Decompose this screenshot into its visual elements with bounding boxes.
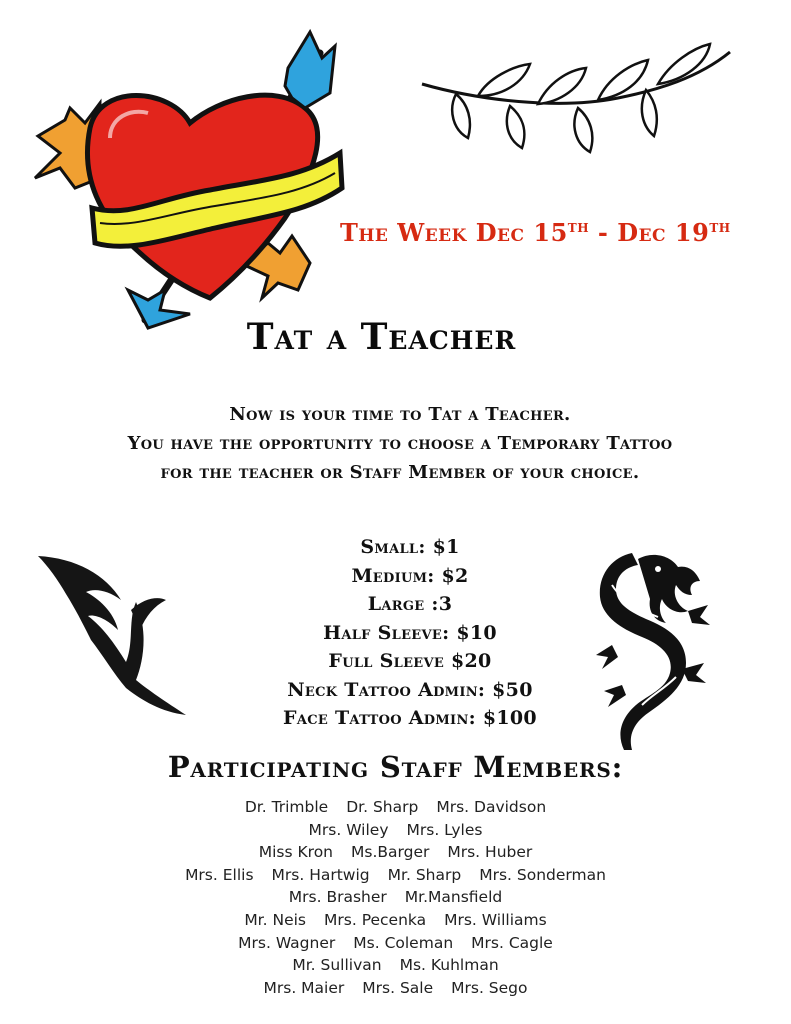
intro-line: Now is your time to Tat a Teacher. (229, 404, 571, 425)
staff-row (60, 819, 731, 842)
staff-heading: Participating Staff Members: (167, 750, 624, 784)
olive-branch-icon (418, 38, 736, 160)
staff-name: Mrs. Sonderman (479, 865, 606, 884)
date-end: - Dec 19 (589, 218, 710, 247)
price-item: Neck Tattoo Admin: $50 (287, 678, 533, 701)
staff-name: Mrs. Wagner (238, 933, 336, 952)
staff-name: Mrs. Pecenka (324, 910, 427, 929)
staff-list (60, 796, 731, 999)
staff-name: Mrs. Sego (451, 978, 528, 997)
price-list (200, 533, 620, 733)
staff-name: Mrs. Huber (447, 843, 533, 862)
staff-row (60, 909, 731, 932)
staff-name: Mrs. Cagle (471, 933, 553, 952)
staff-name: Mrs. Wiley (308, 820, 389, 839)
staff-name: Ms.Barger (351, 843, 430, 862)
price-item: Small: $1 (360, 536, 460, 558)
tribal-tattoo-icon (36, 550, 190, 720)
staff-name: Mrs. Hartwig (271, 865, 370, 884)
staff-name: Mr. Neis (244, 910, 307, 929)
price-item: Large :3 (367, 593, 453, 615)
staff-name: Mr. Sharp (387, 865, 462, 884)
date-end-suffix: TH (709, 221, 731, 235)
staff-row (60, 977, 731, 1000)
price-item: Face Tattoo Admin: $100 (283, 707, 537, 729)
intro-line: You have the opportunity to choose a Temporary Tattoo (127, 433, 673, 454)
staff-name: Mrs. Sale (362, 978, 434, 997)
page-title: Tat a Teacher (246, 316, 517, 358)
staff-row (60, 954, 731, 977)
staff-name: Dr. Sharp (346, 798, 419, 816)
staff-row (60, 886, 731, 909)
dragon-tattoo-icon (592, 545, 712, 755)
staff-row (60, 796, 731, 819)
staff-name: Dr. Trimble (244, 798, 329, 816)
staff-name: Mrs. Davidson (436, 798, 547, 816)
staff-name: Miss Kron (258, 843, 333, 862)
price-item: Half Sleeve: $10 (323, 621, 497, 644)
staff-name: Mr.Mansfield (404, 888, 503, 907)
staff-name: Mr. Sullivan (292, 956, 382, 975)
staff-row (60, 932, 731, 955)
staff-name: Mrs. Brasher (288, 888, 387, 907)
staff-name: Mrs. Williams (444, 910, 547, 929)
staff-name: Mrs. Ellis (185, 865, 254, 884)
staff-row (60, 864, 731, 887)
date-start-suffix: TH (567, 221, 590, 235)
intro-paragraph (40, 400, 760, 487)
staff-name: Ms. Kuhlman (399, 956, 499, 975)
staff-row (60, 841, 731, 864)
date-banner (340, 218, 760, 247)
price-item: Full Sleeve $20 (328, 650, 492, 672)
intro-line: for the teacher or Staff Member of your choice. (160, 462, 640, 483)
date-start: The Week Dec 15 (340, 218, 568, 247)
price-item: Medium: $2 (351, 564, 469, 587)
heart-arrow-tattoo-icon (30, 28, 350, 350)
staff-name: Ms. Coleman (353, 933, 454, 952)
staff-name: Mrs. Lyles (406, 820, 483, 839)
staff-name: Mrs. Maier (263, 978, 345, 997)
title-block (0, 316, 791, 358)
